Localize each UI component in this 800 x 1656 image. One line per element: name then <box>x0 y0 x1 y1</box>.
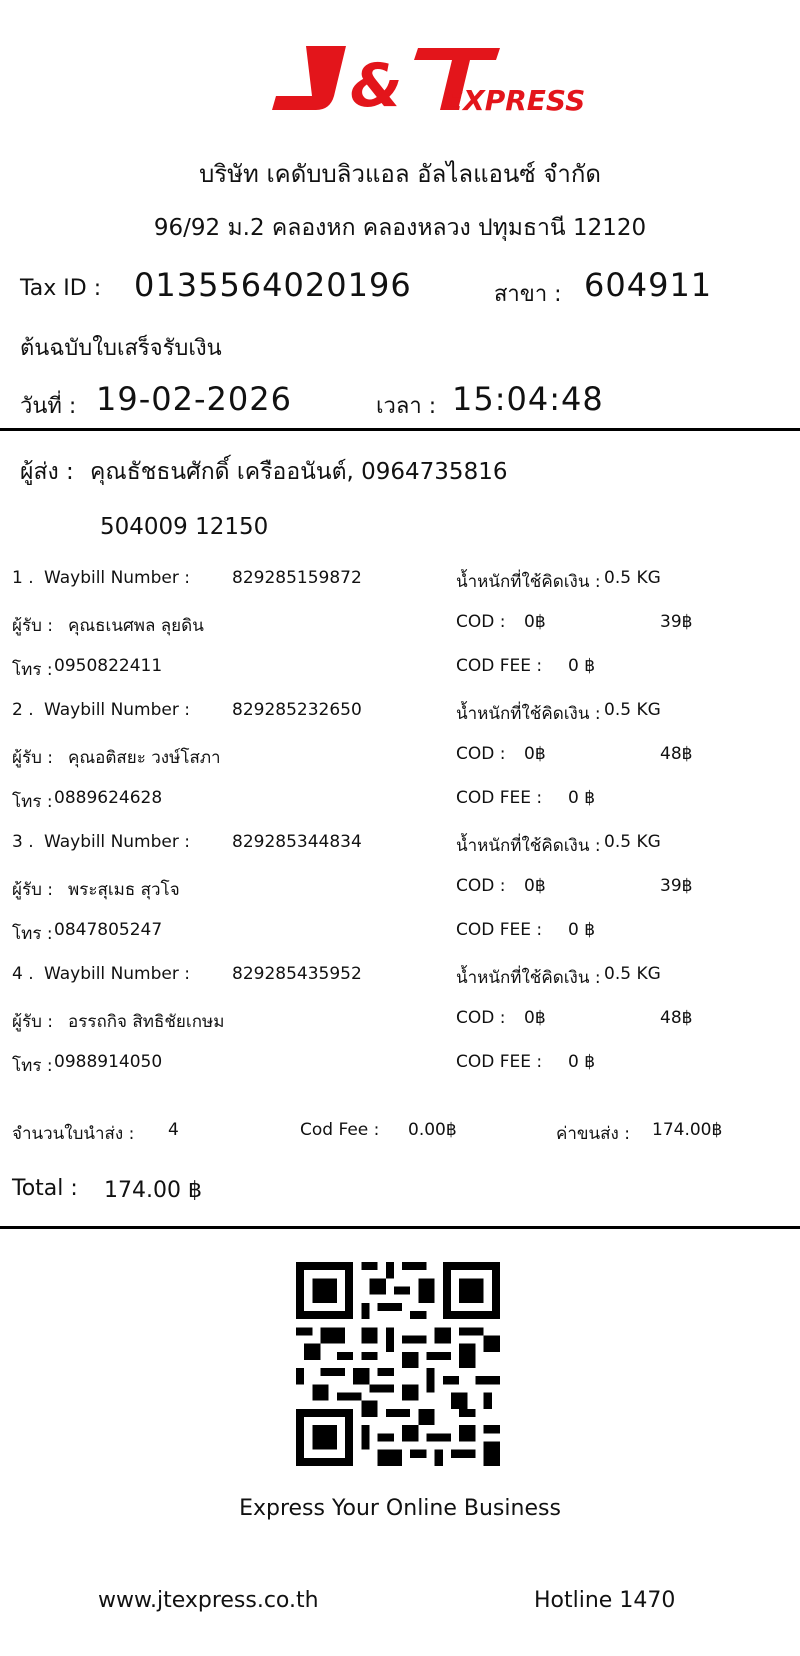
cod-value: 0฿ <box>524 744 546 764</box>
sender-name-phone: คุณธัชธนศักดิ์ เครืออนันต์, 0964735816 <box>90 459 508 485</box>
price-value: 39฿ <box>660 876 693 896</box>
tel-value: 0988914050 <box>54 1052 163 1072</box>
weight-label: น้ำหนักที่ใช้คิดเงิน : <box>456 836 601 856</box>
receiver-label: ผู้รับ : <box>12 1012 54 1032</box>
svg-text:&: & <box>350 51 403 121</box>
waybill-number: 829285344834 <box>232 832 362 852</box>
shipping-value: 174.00฿ <box>652 1120 723 1140</box>
website-link[interactable]: www.jtexpress.co.th <box>98 1588 319 1613</box>
waybill-count-label: จำนวนใบนำส่ง : <box>12 1124 135 1144</box>
cod-value: 0฿ <box>524 876 546 896</box>
cod-fee-total-value: 0.00฿ <box>408 1120 457 1140</box>
cod-fee-total-label: Cod Fee : <box>300 1120 380 1140</box>
date-label: วันที่ : <box>20 394 77 419</box>
receiver-name: คุณอติสยะ วงษ์โสภา <box>68 748 221 768</box>
weight-value: 0.5 KG <box>604 832 661 852</box>
weight-value: 0.5 KG <box>604 568 661 588</box>
cod-fee-label: COD FEE : <box>456 1052 543 1072</box>
tax-id-label: Tax ID : <box>20 276 102 301</box>
tel-value: 0950822411 <box>54 656 163 676</box>
price-value: 48฿ <box>660 744 693 764</box>
total-label: Total : <box>12 1176 78 1201</box>
waybill-count-value: 4 <box>168 1120 179 1140</box>
cod-fee-value: 0 ฿ <box>568 656 596 676</box>
receiver-label: ผู้รับ : <box>12 616 54 636</box>
weight-value: 0.5 KG <box>604 964 661 984</box>
total-value: 174.00 ฿ <box>104 1178 202 1203</box>
document-title: ต้นฉบับใบเสร็จรับเงิน <box>20 336 222 361</box>
item-number: 2 . <box>12 700 34 720</box>
cod-label: COD : <box>456 1008 506 1028</box>
item-number: 1 . <box>12 568 34 588</box>
company-address: 96/92 ม.2 คลองหก คลองหลวง ปทุมธานี 12120 <box>153 215 647 241</box>
shipping-label: ค่าขนส่ง : <box>556 1124 630 1144</box>
tax-id-value: 0135564020196 <box>134 266 412 304</box>
waybill-label: Waybill Number : <box>44 964 190 984</box>
item-number: 3 . <box>12 832 34 852</box>
cod-fee-label: COD FEE : <box>456 656 543 676</box>
receiver-label: ผู้รับ : <box>12 748 54 768</box>
waybill-number: 829285159872 <box>232 568 362 588</box>
weight-label: น้ำหนักที่ใช้คิดเงิน : <box>456 968 601 988</box>
waybill-label: Waybill Number : <box>44 568 190 588</box>
branch-label: สาขา : <box>494 282 562 307</box>
receiver-name: พระสุเมธ สุวโจ <box>68 880 180 900</box>
waybill-label: Waybill Number : <box>44 700 190 720</box>
cod-value: 0฿ <box>524 612 546 632</box>
weight-label: น้ำหนักที่ใช้คิดเงิน : <box>456 572 601 592</box>
cod-fee-label: COD FEE : <box>456 788 543 808</box>
company-name: บริษัท เคดับบลิวแอล อัลไลแอนซ์ จำกัด <box>199 160 601 188</box>
waybill-number: 829285435952 <box>232 964 362 984</box>
cod-fee-value: 0 ฿ <box>568 1052 596 1072</box>
branch-value: 604911 <box>584 266 713 304</box>
sender-label: ผู้ส่ง : <box>20 459 74 485</box>
divider-bottom <box>0 1226 800 1229</box>
divider-top <box>0 428 800 431</box>
tel-label: โทร : <box>12 792 53 812</box>
receiver-name: อรรถกิจ สิทธิชัยเกษม <box>68 1012 225 1032</box>
tel-label: โทร : <box>12 660 53 680</box>
cod-fee-value: 0 ฿ <box>568 920 596 940</box>
cod-label: COD : <box>456 612 506 632</box>
hotline-text: Hotline 1470 <box>534 1588 676 1613</box>
cod-label: COD : <box>456 744 506 764</box>
cod-fee-value: 0 ฿ <box>568 788 596 808</box>
svg-text:EXPRESS: EXPRESS <box>444 84 586 117</box>
tel-label: โทร : <box>12 1056 53 1076</box>
tel-label: โทร : <box>12 924 53 944</box>
jt-express-logo <box>268 40 586 121</box>
weight-value: 0.5 KG <box>604 700 661 720</box>
time-value: 15:04:48 <box>452 380 604 418</box>
price-value: 48฿ <box>660 1008 693 1028</box>
weight-label: น้ำหนักที่ใช้คิดเงิน : <box>456 704 601 724</box>
date-value: 19-02-2026 <box>96 380 292 418</box>
price-value: 39฿ <box>660 612 693 632</box>
qr-code-icon <box>296 1262 500 1466</box>
waybill-label: Waybill Number : <box>44 832 190 852</box>
item-number: 4 . <box>12 964 34 984</box>
sender-code: 504009 12150 <box>100 514 269 540</box>
tagline: Express Your Online Business <box>239 1496 561 1521</box>
receiver-label: ผู้รับ : <box>12 880 54 900</box>
cod-value: 0฿ <box>524 1008 546 1028</box>
time-label: เวลา : <box>376 394 437 419</box>
waybill-number: 829285232650 <box>232 700 362 720</box>
receiver-name: คุณธเนศพล ลุยดิน <box>68 616 204 636</box>
cod-label: COD : <box>456 876 506 896</box>
tel-value: 0889624628 <box>54 788 163 808</box>
tel-value: 0847805247 <box>54 920 163 940</box>
cod-fee-label: COD FEE : <box>456 920 543 940</box>
